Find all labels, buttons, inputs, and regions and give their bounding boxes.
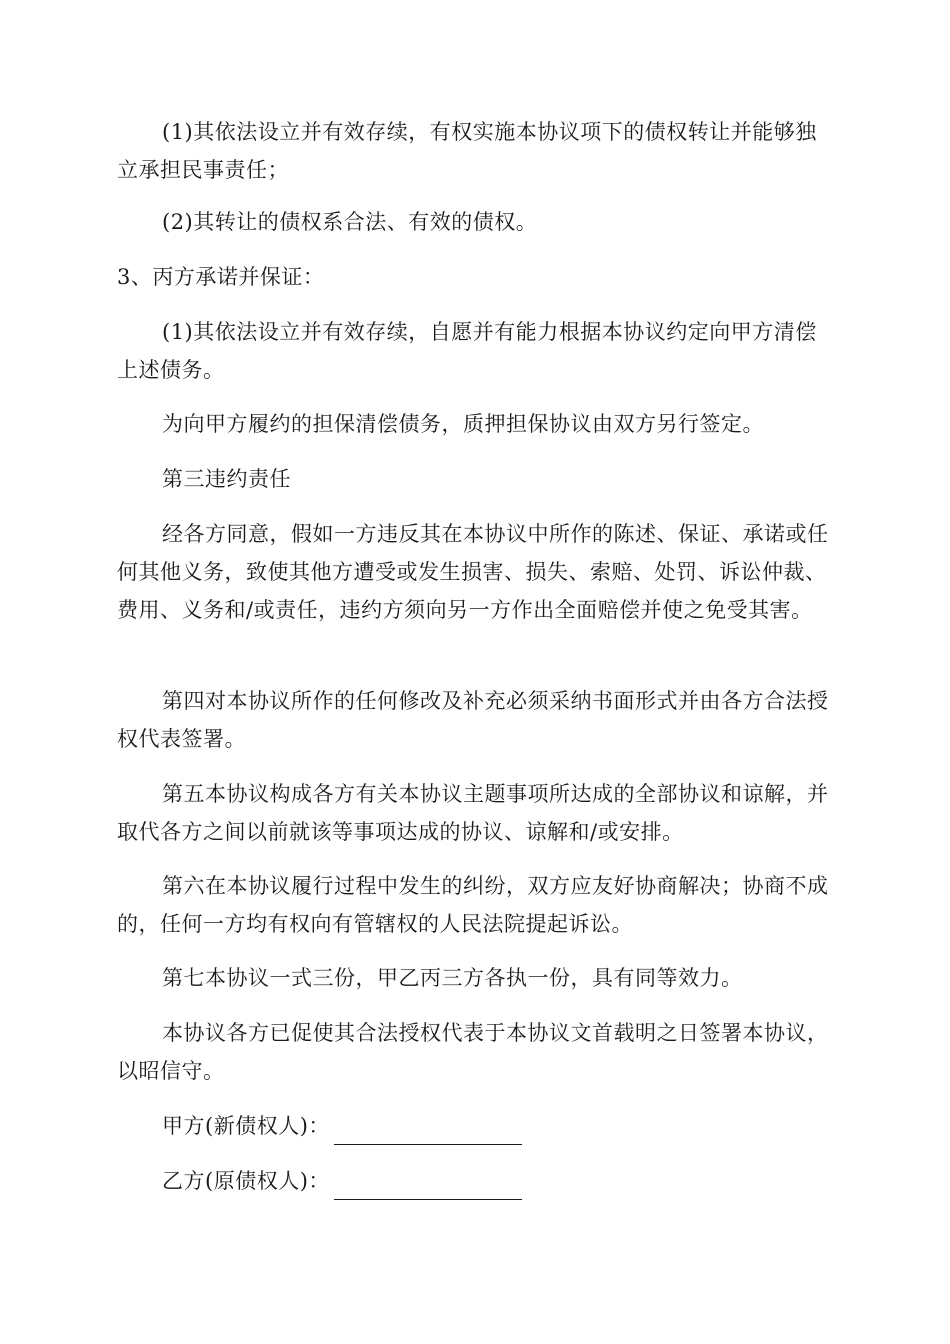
article-3-body: 经各方同意，假如一方违反其在本协议中所作的陈述、保证、承诺或任何其他义务，致使其他方遭受或发生损害、损失、索赔、处罚、诉讼仲裁、费用、义务和/或责任，违约方须向另一方作出全面赔偿并使之免受其害。 <box>117 522 829 622</box>
article-3-heading: 第三违约责任 <box>162 467 291 491</box>
signature-party-b-line <box>334 1171 522 1200</box>
signature-party-b <box>117 1162 837 1200</box>
article-4: 第四对本协议所作的任何修改及补充必须采纳书面形式并由各方合法授权代表签署。 <box>117 689 829 751</box>
section-party-c-heading: 3、丙方承诺并保证： <box>117 265 325 289</box>
clause-guarantee: 为向甲方履约的担保清偿债务，质押担保协议由双方另行签定。 <box>162 412 764 436</box>
signature-party-a <box>117 1107 837 1145</box>
article-6: 第六在本协议履行过程中发生的纠纷，双方应友好协商解决；协商不成的，任何一方均有权向有管辖权的人民法院提起诉讼。 <box>117 874 829 936</box>
clause-transferor-1: (1)其依法设立并有效存续，有权实施本协议项下的债权转让并能够独立承担民事责任； <box>117 120 817 182</box>
signature-party-a-line <box>334 1116 522 1145</box>
signature-party-a-label: 甲方(新债权人)： <box>162 1114 330 1138</box>
article-7: 第七本协议一式三份，甲乙丙三方各执一份，具有同等效力。 <box>162 966 743 990</box>
clause-party-c-1: (1)其依法设立并有效存续，自愿并有能力根据本协议约定向甲方清偿上述债务。 <box>117 320 817 382</box>
clause-transferor-2: (2)其转让的债权系合法、有效的债权。 <box>162 210 538 234</box>
signature-party-b-label: 乙方(原债权人)： <box>162 1169 330 1193</box>
closing-statement: 本协议各方已促使其合法授权代表于本协议文首载明之日签署本协议，以昭信守。 <box>117 1021 829 1083</box>
article-5: 第五本协议构成各方有关本协议主题事项所达成的全部协议和谅解，并取代各方之间以前就该等事项达成的协议、谅解和/或安排。 <box>117 782 829 844</box>
